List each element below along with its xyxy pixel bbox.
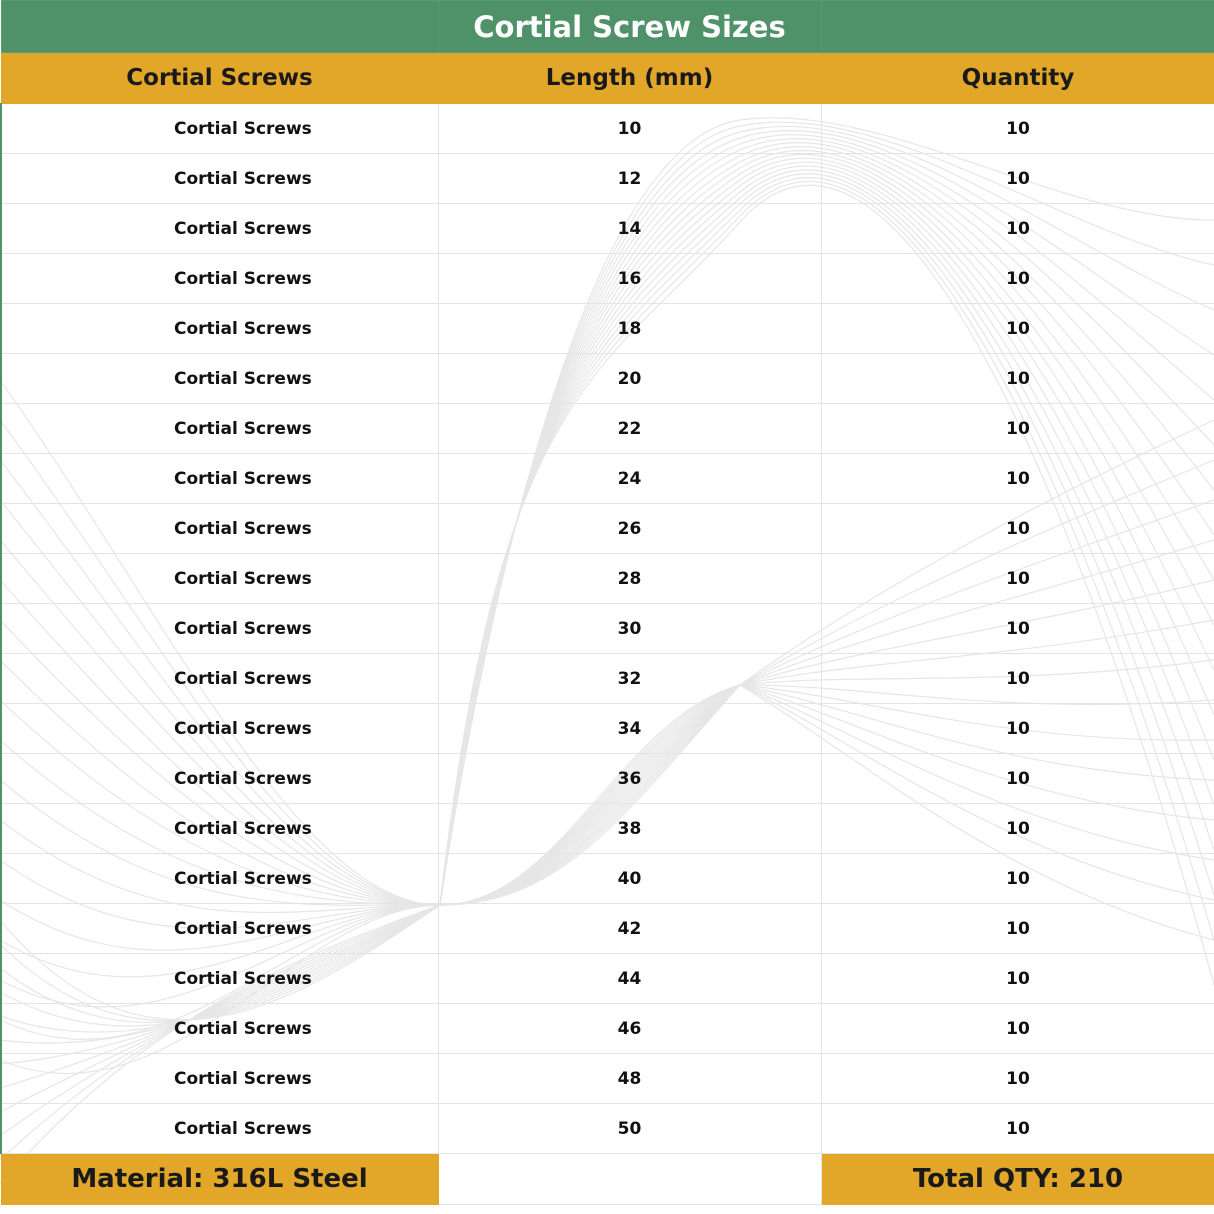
screw-name-cell: Cortial Screws	[1, 654, 438, 704]
column-header-quantity: Quantity	[821, 53, 1214, 104]
length-cell: 40	[438, 854, 821, 904]
table-row	[1, 1104, 1214, 1154]
total-quantity-label: Total QTY: 210	[821, 1154, 1214, 1205]
table-row	[1, 454, 1214, 504]
screw-name-cell: Cortial Screws	[1, 1004, 438, 1054]
screw-name-cell: Cortial Screws	[1, 404, 438, 454]
screw-name-cell: Cortial Screws	[1, 754, 438, 804]
screw-name-cell: Cortial Screws	[1, 1054, 438, 1104]
screw-name-cell: Cortial Screws	[1, 1104, 438, 1154]
quantity-cell: 10	[821, 704, 1214, 754]
quantity-cell: 10	[821, 404, 1214, 454]
table-row	[1, 704, 1214, 754]
length-cell: 38	[438, 804, 821, 854]
table-row	[1, 104, 1214, 154]
screw-name-cell: Cortial Screws	[1, 454, 438, 504]
screw-name-cell: Cortial Screws	[1, 104, 438, 154]
screw-name-cell: Cortial Screws	[1, 204, 438, 254]
screw-name-cell: Cortial Screws	[1, 804, 438, 854]
material-label: Material: 316L Steel	[1, 1154, 438, 1205]
length-cell: 10	[438, 104, 821, 154]
screw-name-cell: Cortial Screws	[1, 904, 438, 954]
quantity-cell: 10	[821, 1104, 1214, 1154]
length-cell: 32	[438, 654, 821, 704]
quantity-cell: 10	[821, 904, 1214, 954]
length-cell: 16	[438, 254, 821, 304]
table-row	[1, 604, 1214, 654]
quantity-cell: 10	[821, 1054, 1214, 1104]
screw-name-cell: Cortial Screws	[1, 354, 438, 404]
table-row	[1, 1054, 1214, 1104]
screw-name-cell: Cortial Screws	[1, 254, 438, 304]
table-row	[1, 154, 1214, 204]
table-row	[1, 304, 1214, 354]
length-cell: 46	[438, 1004, 821, 1054]
title-right-blank	[821, 1, 1214, 53]
quantity-cell: 10	[821, 504, 1214, 554]
quantity-cell: 10	[821, 804, 1214, 854]
quantity-cell: 10	[821, 154, 1214, 204]
screw-name-cell: Cortial Screws	[1, 854, 438, 904]
quantity-cell: 10	[821, 554, 1214, 604]
length-cell: 26	[438, 504, 821, 554]
length-cell: 48	[438, 1054, 821, 1104]
screw-name-cell: Cortial Screws	[1, 604, 438, 654]
quantity-cell: 10	[821, 254, 1214, 304]
screw-name-cell: Cortial Screws	[1, 504, 438, 554]
length-cell: 36	[438, 754, 821, 804]
table-row	[1, 804, 1214, 854]
table-row	[1, 404, 1214, 454]
quantity-cell: 10	[821, 204, 1214, 254]
table-row	[1, 754, 1214, 804]
quantity-cell: 10	[821, 354, 1214, 404]
table-row	[1, 1004, 1214, 1054]
table-row	[1, 354, 1214, 404]
table-row	[1, 204, 1214, 254]
column-header-name: Cortial Screws	[1, 53, 438, 104]
length-cell: 28	[438, 554, 821, 604]
screw-name-cell: Cortial Screws	[1, 304, 438, 354]
length-cell: 20	[438, 354, 821, 404]
table-row	[1, 654, 1214, 704]
table-row	[1, 554, 1214, 604]
length-cell: 50	[438, 1104, 821, 1154]
table-row	[1, 954, 1214, 1004]
table-row	[1, 904, 1214, 954]
length-cell: 12	[438, 154, 821, 204]
length-cell: 24	[438, 454, 821, 504]
footer-blank-cell	[438, 1154, 821, 1205]
length-cell: 18	[438, 304, 821, 354]
screw-name-cell: Cortial Screws	[1, 954, 438, 1004]
quantity-cell: 10	[821, 854, 1214, 904]
quantity-cell: 10	[821, 754, 1214, 804]
column-header-length: Length (mm)	[438, 53, 821, 104]
column-header-row	[1, 53, 1214, 104]
screw-name-cell: Cortial Screws	[1, 704, 438, 754]
length-cell: 42	[438, 904, 821, 954]
quantity-cell: 10	[821, 654, 1214, 704]
length-cell: 34	[438, 704, 821, 754]
length-cell: 22	[438, 404, 821, 454]
screw-name-cell: Cortial Screws	[1, 154, 438, 204]
table-title: Cortial Screw Sizes	[438, 1, 821, 53]
length-cell: 30	[438, 604, 821, 654]
quantity-cell: 10	[821, 1004, 1214, 1054]
table-row	[1, 854, 1214, 904]
quantity-cell: 10	[821, 104, 1214, 154]
footer-row	[1, 1154, 1214, 1205]
quantity-cell: 10	[821, 604, 1214, 654]
length-cell: 44	[438, 954, 821, 1004]
table-row	[1, 254, 1214, 304]
title-left-blank	[1, 1, 438, 53]
quantity-cell: 10	[821, 454, 1214, 504]
title-row	[1, 1, 1214, 53]
quantity-cell: 10	[821, 304, 1214, 354]
screw-name-cell: Cortial Screws	[1, 554, 438, 604]
quantity-cell: 10	[821, 954, 1214, 1004]
length-cell: 14	[438, 204, 821, 254]
table-row	[1, 504, 1214, 554]
